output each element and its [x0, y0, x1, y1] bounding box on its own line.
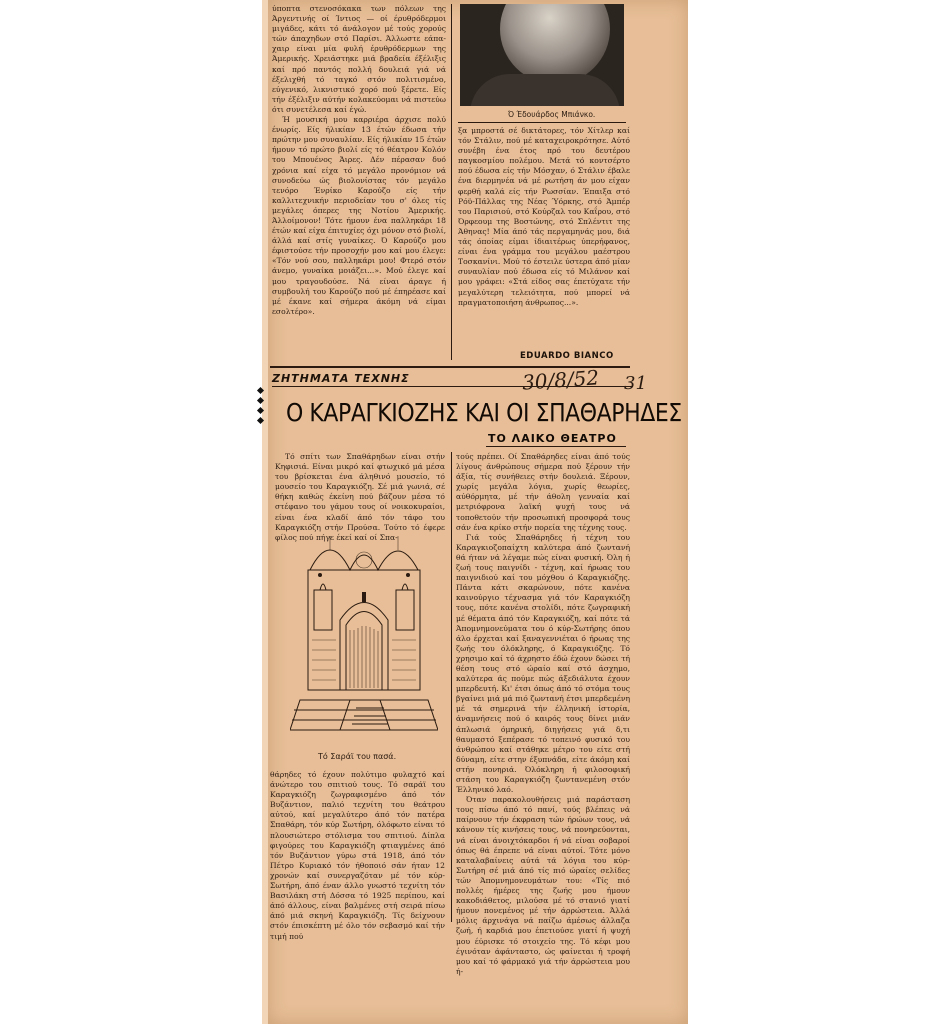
article-left-column-bottom: [270, 770, 445, 942]
paragraph: θάρηδες τό έχουν πολύτιμο φυλαχτό καί άνώτερο του σπιτιού τους. Τό σαράϊ του Καραγκιόζη ζωγραφισμένο άπό τόν Βυζάντιον, παλιό τεχνίτη του θεάτρου αύτού, καί μεγαλύτερο άπό τόν πατέρα Σπαθάρη, τόν κύρ Σωτήρη, όλόφωτο είναι τό πλουσιώτερο στόλισμα του σπιτιού. Δίπλα φιγούρες του Καραγκιόζη φτιαγμένες άπό τόν Βυζάντιον γύρω στά 1918, άπό τόν Πέτρο Κυριακό τόν ήθοποιό σάν ήταν 12 χρονών καί συνεργαζόταν μέ τόν κύρ-Σωτήρη, άπό έναν άλλο γνωστό τεχνίτη τόν Βασιλάκη στή Δόσσα τό 1925 περίπου, καί άπό άλλους, είναι βαλμένες στή σειρά πίσω άπό μιά σκηνή Καραγκιόζη. Τίς δείχνουν στόν έπισκέπτη μέ όλο τόν σεβασμό καί τήν τιμή πού: [270, 770, 445, 941]
paragraph: τούς πρέπει. Οί Σπαθάρηδες είναι άπό τούς λίγους άνθρώπους σήμερα πού ξέρουν τήν άξία, τίς συνήθειες στήν δουλειά. Ξέρουν, χωρίς μεγάλα λόγια, χωρίς θεωρίες, αύθόρμητα, μέ τήν άθολη γενναία καί μετριόφρονα λαϊκή ψυχή τους νά τοποθετούν τήν προσωπική προσφορά τους σάν ένα κρίκο στήν πορεία της τέχνης τους.: [456, 452, 630, 532]
caption-rule: [458, 122, 626, 123]
illustration-caption: Τό Σαράϊ του πασά.: [318, 752, 397, 761]
paragraph: Ή μουσική μου καρριέρα άρχισε πολύ ένωρίς. Είς ήλικίαν 13 έτών έδωσα τήν πρώτην μου συναυλίαν. Είς ήλικίαν 15 έτών ήμουν τό πρώτο βιολί είς τό θέατρον Κολόν του Μπουένος Άιρες. Δέν πέρασαν δυό χρόνια καί είχα τό μεγάλο προνόμιον νά συνοδεύω ώς βιολονίστας τόν μεγάλο τενόρο Ένρίκο Καρούζο είς τήν καλλιτεχνικήν περιοδείαν του σ' όλες τίς μεγάλες όπερες της Νοτίου Άμερικής. Άλλοίμονον! Τότε ήμουν ένα παλληκάρι 18 έτών καί είχα έπιτυχίες όχι μόνον στό βιολί, άλλά καί στίς γυναίκες. Ό Καρούζο μου έφιστούσε τήν προσοχήν μου καί μου έλεγε: «Τόν νού σου, παλληκάρι μου! Φτερό στόν άνεμο, γυναίκα μοιάζει...». Μού έλεγε καί μου τραγουδούσε. Νά είναι άραγε ή συμβουλή του Καρούζο πού μέ έπηρέασε καί μέ έκανε καί σήμερα άκόμη νά είμαι εσολτέρο».: [272, 115, 446, 316]
top-left-column: [272, 4, 446, 317]
article-subheadline: ΤΟ ΛΑΙΚΟ ΘΕΑΤΡΟ: [488, 432, 617, 445]
section-kicker: ΖΗΤΗΜΑΤΑ ΤΕΧΝΗΣ: [272, 372, 410, 385]
author-signature: EDUARDO BIANCO: [520, 351, 614, 361]
column-rule: [451, 452, 452, 922]
column-rule: [451, 4, 452, 360]
pasha-palace-illustration: [290, 530, 438, 740]
paragraph: Γιά τούς Σπαθάρηδες ή τέχνη του Καραγκιοζοπαίχτη καλύτερα άπό ζωντανή θά ήταν νά λέγαμε πώς είναι φυσική. Όλη ή ζωή τους παιγνίδι - τέχνη, καί ήρωας του παιγνιδιού καί του μόχθου ό Καραγκιόζης. Πάντα κάτι σκαρώνουν, πότε κανένα καινούργιο τέχνασμα γιά τόν Καραγκιόζη τους, πότε κανένα στολίδι, πότε ζωγραφική μέ θέματα άπό τόν Καραγκιόζη, καί πότε τά Άπομνημονεύματα του ό κύρ-Σωτήρης όπου άλο έρχεται καί ξαναγεννιέται ό ήρωας της ζωής του όλόκληρης, ό Καραγκιόζης. Τό χρησιμο καί τό άχρηστο έδώ έχουν δώσει τή θέση τους στό ώραίο καί στό άσχημο, καλύτερα άς πούμε πώς άξεδιάλυτα έχουν μπερδευτή. Κι' έτσι όπως άπό τό στόμα τους βγαίνει μιά μά πιό ζωντανή έτσι μπερδεμένη μέ τά σημερινά τήν έλληνική ίστορία, άναμνήσεις πού ό καιρός τους δίνει μιάν άπλωσιά όμηρική, διηγήσεις γιά δ,τι θαυμαστό ξεπέρασε τό τοπεινό φυσικό του άνθρώπου καί στάθηκε μέτρο του είτε στή δύναμη, είτε στην έξυπνάδα, είτε άκόμη καί στήν πονηριά. Όλόκληρη ή φιλοσοφική στάση του Καραγκιόζη ζωντανεμένη στόν Έλληνικό λαό.: [456, 532, 630, 795]
paragraph: ξα μπροστά σέ δικτάτορες, τόν Χίτλερ καί τόν Στάλιν, πού μέ καταχειροκρότησε. Αύτό συνέβη ένα έτος πρό του δευτέρου παγκοσμίου πολέμου. Μετά τό κοντσέρτο πού έδωσα είς τήν Μόσχαν, ό Στάλιν έβαλε ένα διερμηνέα νά μέ ρωτήση άν μου είχαν φερθή καλά είς τήν Ρωσσίαν. Έπαιξα στό Ρόϋ-Πάλλας της Νέας Ύόρκης, στό Άμπέρ του Παρισιού, στό Κούρζαλ του Καΐρου, στό Όρφεουμ της Βοστώνης, στό Σπλέντιτ της Άθηνας! Μία άπό τάς περγαμηνάς μου, διά τάς όποίας είμαι ίδιαιτέρως ύπερήφανος, είναι ένα γράμμα του μεγάλου μαέστρου Τοσκανίνι. Μού τό έστειλε ύστερα άπό μίαν συναυλίαν πού έδωσα είς τό Μιλάνον καί μου γράφει: «Στά είδος σας έπετύχατε τήν μεγαλύτερη τελειότητα, πού μπορεί νά πραγματοποιήση άνθρωπος...».: [458, 126, 630, 307]
paragraph: Όταν παρακολουθήσεις μιά παράσταση τους πίσω άπό τό πανί, τούς βλέπεις νά παίρνουν τήν έκφραση τών ήρώων τους, νά κάνουν τίς κινήσεις τους, νά πονηρεύονται, νά είναι άνοιχτόκαρδοι ή νά είναι σοβαροί όπως θά έπρεπε νά είναι αύτοί. Τότε μόνο καταλαβαίνεις αύτά τά λόγια του κύρ-Σωτήρη σέ μιά άπό τίς πιό ώραίες σελίδες τών Άπομνημονευμάτων του: «Τίς πιό πολλές ήμέρες της ζωής μου ήμουν κακοδιάθετος, μιλούσα μέ τό στανιό γιατί ήμουν πονεμένος μέ τήν άρρώστεια. Άλλά μόλις άρχινάγα νά παίζω άμέσως άλλαζα ζωή, ή καρδιά μου έπετιούσε γιατί ή ψυχή μου έύρισκε τό στοιχείο της. Τό κέφι μου έγινόταν άφάνταστο, ώς φαίνεται ή τροφή μου καί τό φάρμακό γιά τήν άρρώστεια μου ή-: [456, 795, 630, 976]
article-right-column: [456, 452, 630, 977]
subhead-underline: [486, 446, 626, 447]
paragraph: ύποπτα στενοσόκακα των πόλεων της Άργεντινής οί Ίντιος — οί έρυθρόδερμοι μιγάδες, κάτι τό άνάλογον μέ τούς χορούς τών άπαχηδων στό Παρίσι. Άλλωστε εάπα-χαιρ είναι μία φυλή έρυθρόδερμων της Άμερικής. Χρειάστηκε μιά βραδεία έξέλιξις καί πρό παντός πολλή δουλειά γιά νά έξελιχθή τό ταγκό στόν πολιτισμένο, εύγενικό, λικνιστικό χορό πού ξέρετε. Είς τήν έξέλιξιν αύτήν κολακεύομαι νά πιστεύω ότι συνετέλεσα καί έγώ.: [272, 4, 446, 114]
handwritten-number: 31: [624, 373, 647, 394]
article-headline: Ο ΚΑΡΑΓΚΙΟΖΗΣ ΚΑΙ ΟΙ ΣΠΑΘΑΡΗΔΕΣ: [286, 398, 682, 427]
margin-markers: [258, 388, 264, 428]
top-right-column: [458, 126, 630, 308]
photo-caption: Ό Έδουάρδος Μπιάνκο.: [508, 110, 596, 119]
paragraph: Τό σπίτι των Σπαθάρηδων είναι στήν Κηφισιά. Είναι μικρό καί φτωχικό μά μέσα του βρίσκεται ένα άληθινό μουσείο, τό μουσείο του Καραγκιόζη. Σέ μιά γωνιά, σέ θήκη καθώς έκείνη πού βάζουν μέσα τό στέφανο του γάμου τους οί νοικοκυραίοι, είναι ένα κλαδί άπό τόν τάφο του Καραγκιόζη στήν Προύσα. Τούτο τό έφερε φίλος πού πήγε έκεί καί οί Σπα-: [275, 452, 445, 542]
handwritten-date: 30/8/52: [521, 365, 600, 395]
portrait-photo: [460, 4, 624, 106]
